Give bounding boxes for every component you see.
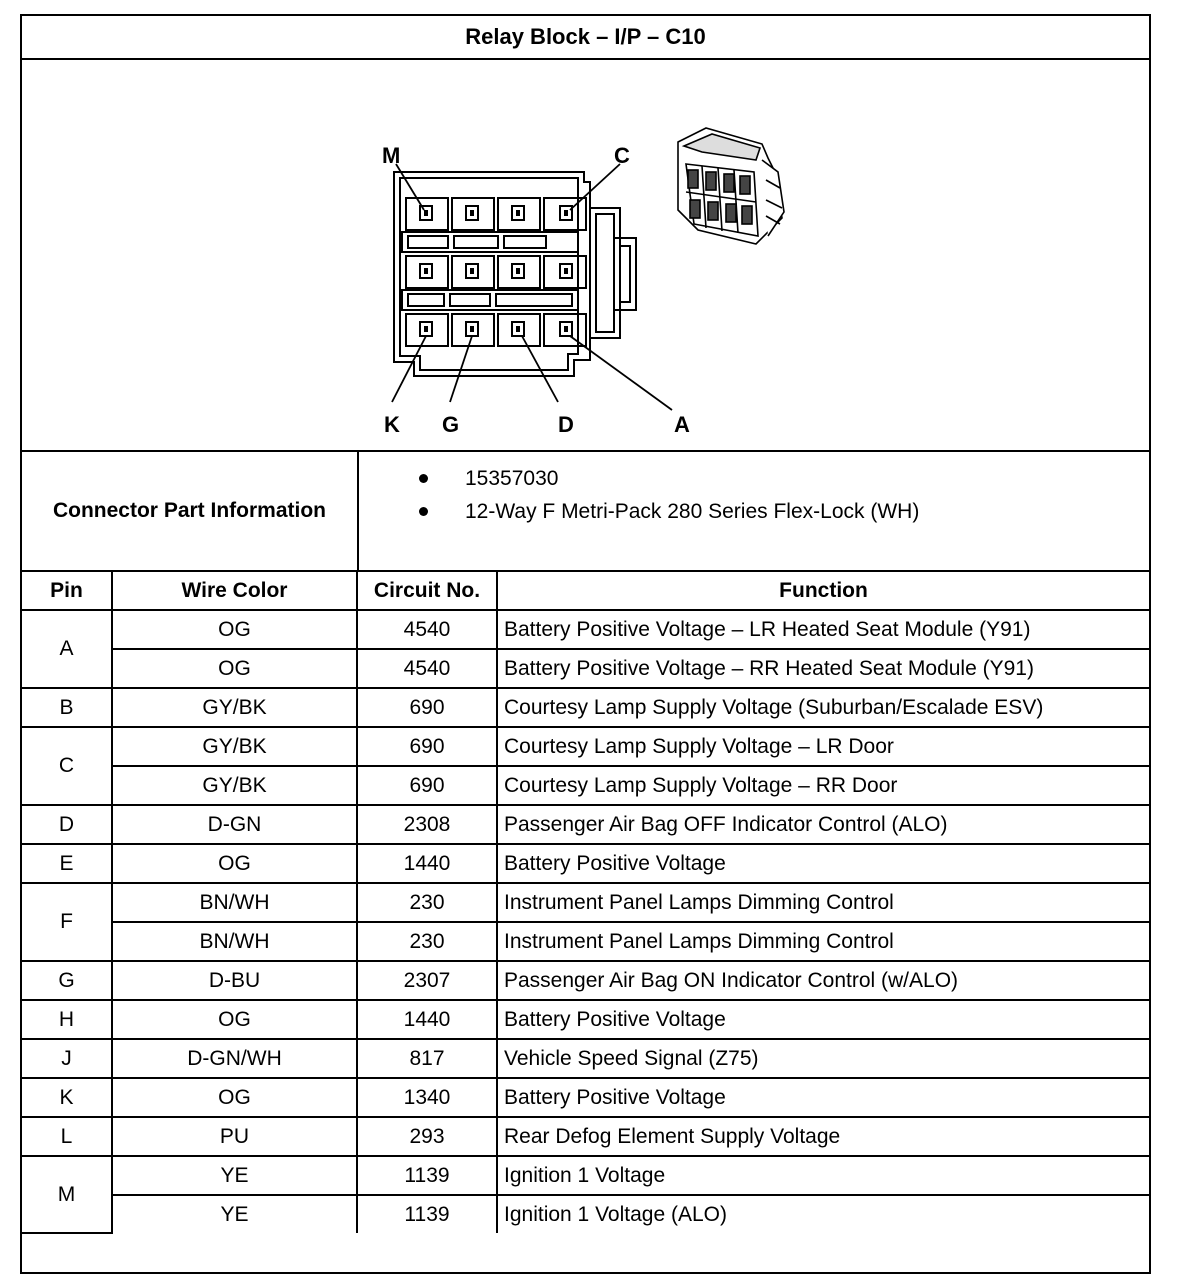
circuit-cell: 690 bbox=[357, 766, 497, 805]
wire-color-cell: OG bbox=[112, 1078, 357, 1117]
header-pin: Pin bbox=[22, 572, 112, 610]
connector-info-item bbox=[362, 495, 919, 528]
function-cell: Vehicle Speed Signal (Z75) bbox=[497, 1039, 1149, 1078]
connector-isometric-drawing bbox=[678, 128, 784, 244]
pin-cell: F bbox=[22, 883, 112, 961]
table-row bbox=[22, 1078, 1149, 1117]
function-cell: Battery Positive Voltage bbox=[497, 1078, 1149, 1117]
function-cell: Battery Positive Voltage – LR Heated Seat Module (Y91) bbox=[497, 610, 1149, 649]
connector-description: 12-Way F Metri-Pack 280 Series Flex-Lock (WH) bbox=[465, 500, 920, 523]
wire-color-cell: OG bbox=[112, 649, 357, 688]
function-cell: Ignition 1 Voltage (ALO) bbox=[497, 1195, 1149, 1233]
circuit-cell: 293 bbox=[357, 1117, 497, 1156]
circuit-cell: 1440 bbox=[357, 844, 497, 883]
wire-color-cell: GY/BK bbox=[112, 688, 357, 727]
wire-color-cell: D-BU bbox=[112, 961, 357, 1000]
header-function: Function bbox=[497, 572, 1149, 610]
wire-color-cell: D-GN/WH bbox=[112, 1039, 357, 1078]
circuit-cell: 1440 bbox=[357, 1000, 497, 1039]
pin-cell: D bbox=[22, 805, 112, 844]
circuit-cell: 4540 bbox=[357, 610, 497, 649]
circuit-cell: 1139 bbox=[357, 1195, 497, 1233]
header-wire-color: Wire Color bbox=[112, 572, 357, 610]
circuit-cell: 690 bbox=[357, 727, 497, 766]
function-cell: Courtesy Lamp Supply Voltage (Suburban/Escalade ESV) bbox=[497, 688, 1149, 727]
function-cell: Rear Defog Element Supply Voltage bbox=[497, 1117, 1149, 1156]
function-cell: Ignition 1 Voltage bbox=[497, 1156, 1149, 1195]
table-row bbox=[22, 961, 1149, 1000]
function-cell: Battery Positive Voltage – RR Heated Seat Module (Y91) bbox=[497, 649, 1149, 688]
connector-face-drawing bbox=[22, 60, 1149, 450]
wire-color-cell: YE bbox=[112, 1195, 357, 1233]
circuit-cell: 1139 bbox=[357, 1156, 497, 1195]
connector-info-item bbox=[362, 462, 919, 495]
table-row bbox=[22, 1117, 1149, 1156]
callout-g: G bbox=[442, 412, 460, 437]
table-row bbox=[22, 649, 1149, 688]
connector-info-label: Connector Part Information bbox=[22, 452, 359, 570]
function-cell: Battery Positive Voltage bbox=[497, 844, 1149, 883]
pin-cell: E bbox=[22, 844, 112, 883]
wire-color-cell: OG bbox=[112, 1000, 357, 1039]
connector-info-list bbox=[362, 462, 919, 528]
wire-color-cell: GY/BK bbox=[112, 727, 357, 766]
pin-cell: H bbox=[22, 1000, 112, 1039]
table-row bbox=[22, 688, 1149, 727]
table-header-row bbox=[22, 572, 1149, 610]
wire-color-cell: YE bbox=[112, 1156, 357, 1195]
table-row bbox=[22, 1156, 1149, 1195]
wire-color-cell: BN/WH bbox=[112, 922, 357, 961]
pin-cell: G bbox=[22, 961, 112, 1000]
callout-d: D bbox=[558, 412, 574, 437]
bullet-icon bbox=[419, 474, 428, 483]
circuit-cell: 230 bbox=[357, 922, 497, 961]
circuit-cell: 817 bbox=[357, 1039, 497, 1078]
table-row bbox=[22, 1195, 1149, 1233]
connector-diagram bbox=[22, 60, 1149, 452]
pin-cell: M bbox=[22, 1156, 112, 1233]
table-row bbox=[22, 805, 1149, 844]
callout-m: M bbox=[382, 143, 401, 168]
table-row bbox=[22, 844, 1149, 883]
pin-cell: C bbox=[22, 727, 112, 805]
pin-cell: B bbox=[22, 688, 112, 727]
wire-color-cell: OG bbox=[112, 610, 357, 649]
wire-color-cell: GY/BK bbox=[112, 766, 357, 805]
connector-sheet bbox=[20, 14, 1151, 1274]
wire-color-cell: PU bbox=[112, 1117, 357, 1156]
table-row bbox=[22, 766, 1149, 805]
table-row bbox=[22, 883, 1149, 922]
function-cell: Instrument Panel Lamps Dimming Control bbox=[497, 922, 1149, 961]
circuit-cell: 2307 bbox=[357, 961, 497, 1000]
table-row bbox=[22, 727, 1149, 766]
circuit-cell: 230 bbox=[357, 883, 497, 922]
pin-cell: J bbox=[22, 1039, 112, 1078]
header-circuit: Circuit No. bbox=[357, 572, 497, 610]
table-row bbox=[22, 1000, 1149, 1039]
part-number: 15357030 bbox=[465, 467, 559, 490]
function-cell: Passenger Air Bag OFF Indicator Control (ALO) bbox=[497, 805, 1149, 844]
pin-cell: K bbox=[22, 1078, 112, 1117]
circuit-cell: 690 bbox=[357, 688, 497, 727]
function-cell: Courtesy Lamp Supply Voltage – LR Door bbox=[497, 727, 1149, 766]
pin-table bbox=[22, 572, 1149, 1234]
function-cell: Instrument Panel Lamps Dimming Control bbox=[497, 883, 1149, 922]
wire-color-cell: D-GN bbox=[112, 805, 357, 844]
table-row bbox=[22, 922, 1149, 961]
callout-c: C bbox=[614, 143, 630, 168]
pin-cell: A bbox=[22, 610, 112, 688]
pin-cell: L bbox=[22, 1117, 112, 1156]
connector-part-information bbox=[22, 452, 1149, 572]
function-cell: Courtesy Lamp Supply Voltage – RR Door bbox=[497, 766, 1149, 805]
function-cell: Passenger Air Bag ON Indicator Control (w/ALO) bbox=[497, 961, 1149, 1000]
circuit-cell: 4540 bbox=[357, 649, 497, 688]
wire-color-cell: OG bbox=[112, 844, 357, 883]
function-cell: Battery Positive Voltage bbox=[497, 1000, 1149, 1039]
wire-color-cell: BN/WH bbox=[112, 883, 357, 922]
bullet-icon bbox=[419, 507, 428, 516]
callout-k: K bbox=[384, 412, 400, 437]
table-row bbox=[22, 610, 1149, 649]
circuit-cell: 1340 bbox=[357, 1078, 497, 1117]
circuit-cell: 2308 bbox=[357, 805, 497, 844]
page-title: Relay Block – I/P – C10 bbox=[22, 16, 1149, 60]
callout-a: A bbox=[674, 412, 690, 437]
table-row bbox=[22, 1039, 1149, 1078]
